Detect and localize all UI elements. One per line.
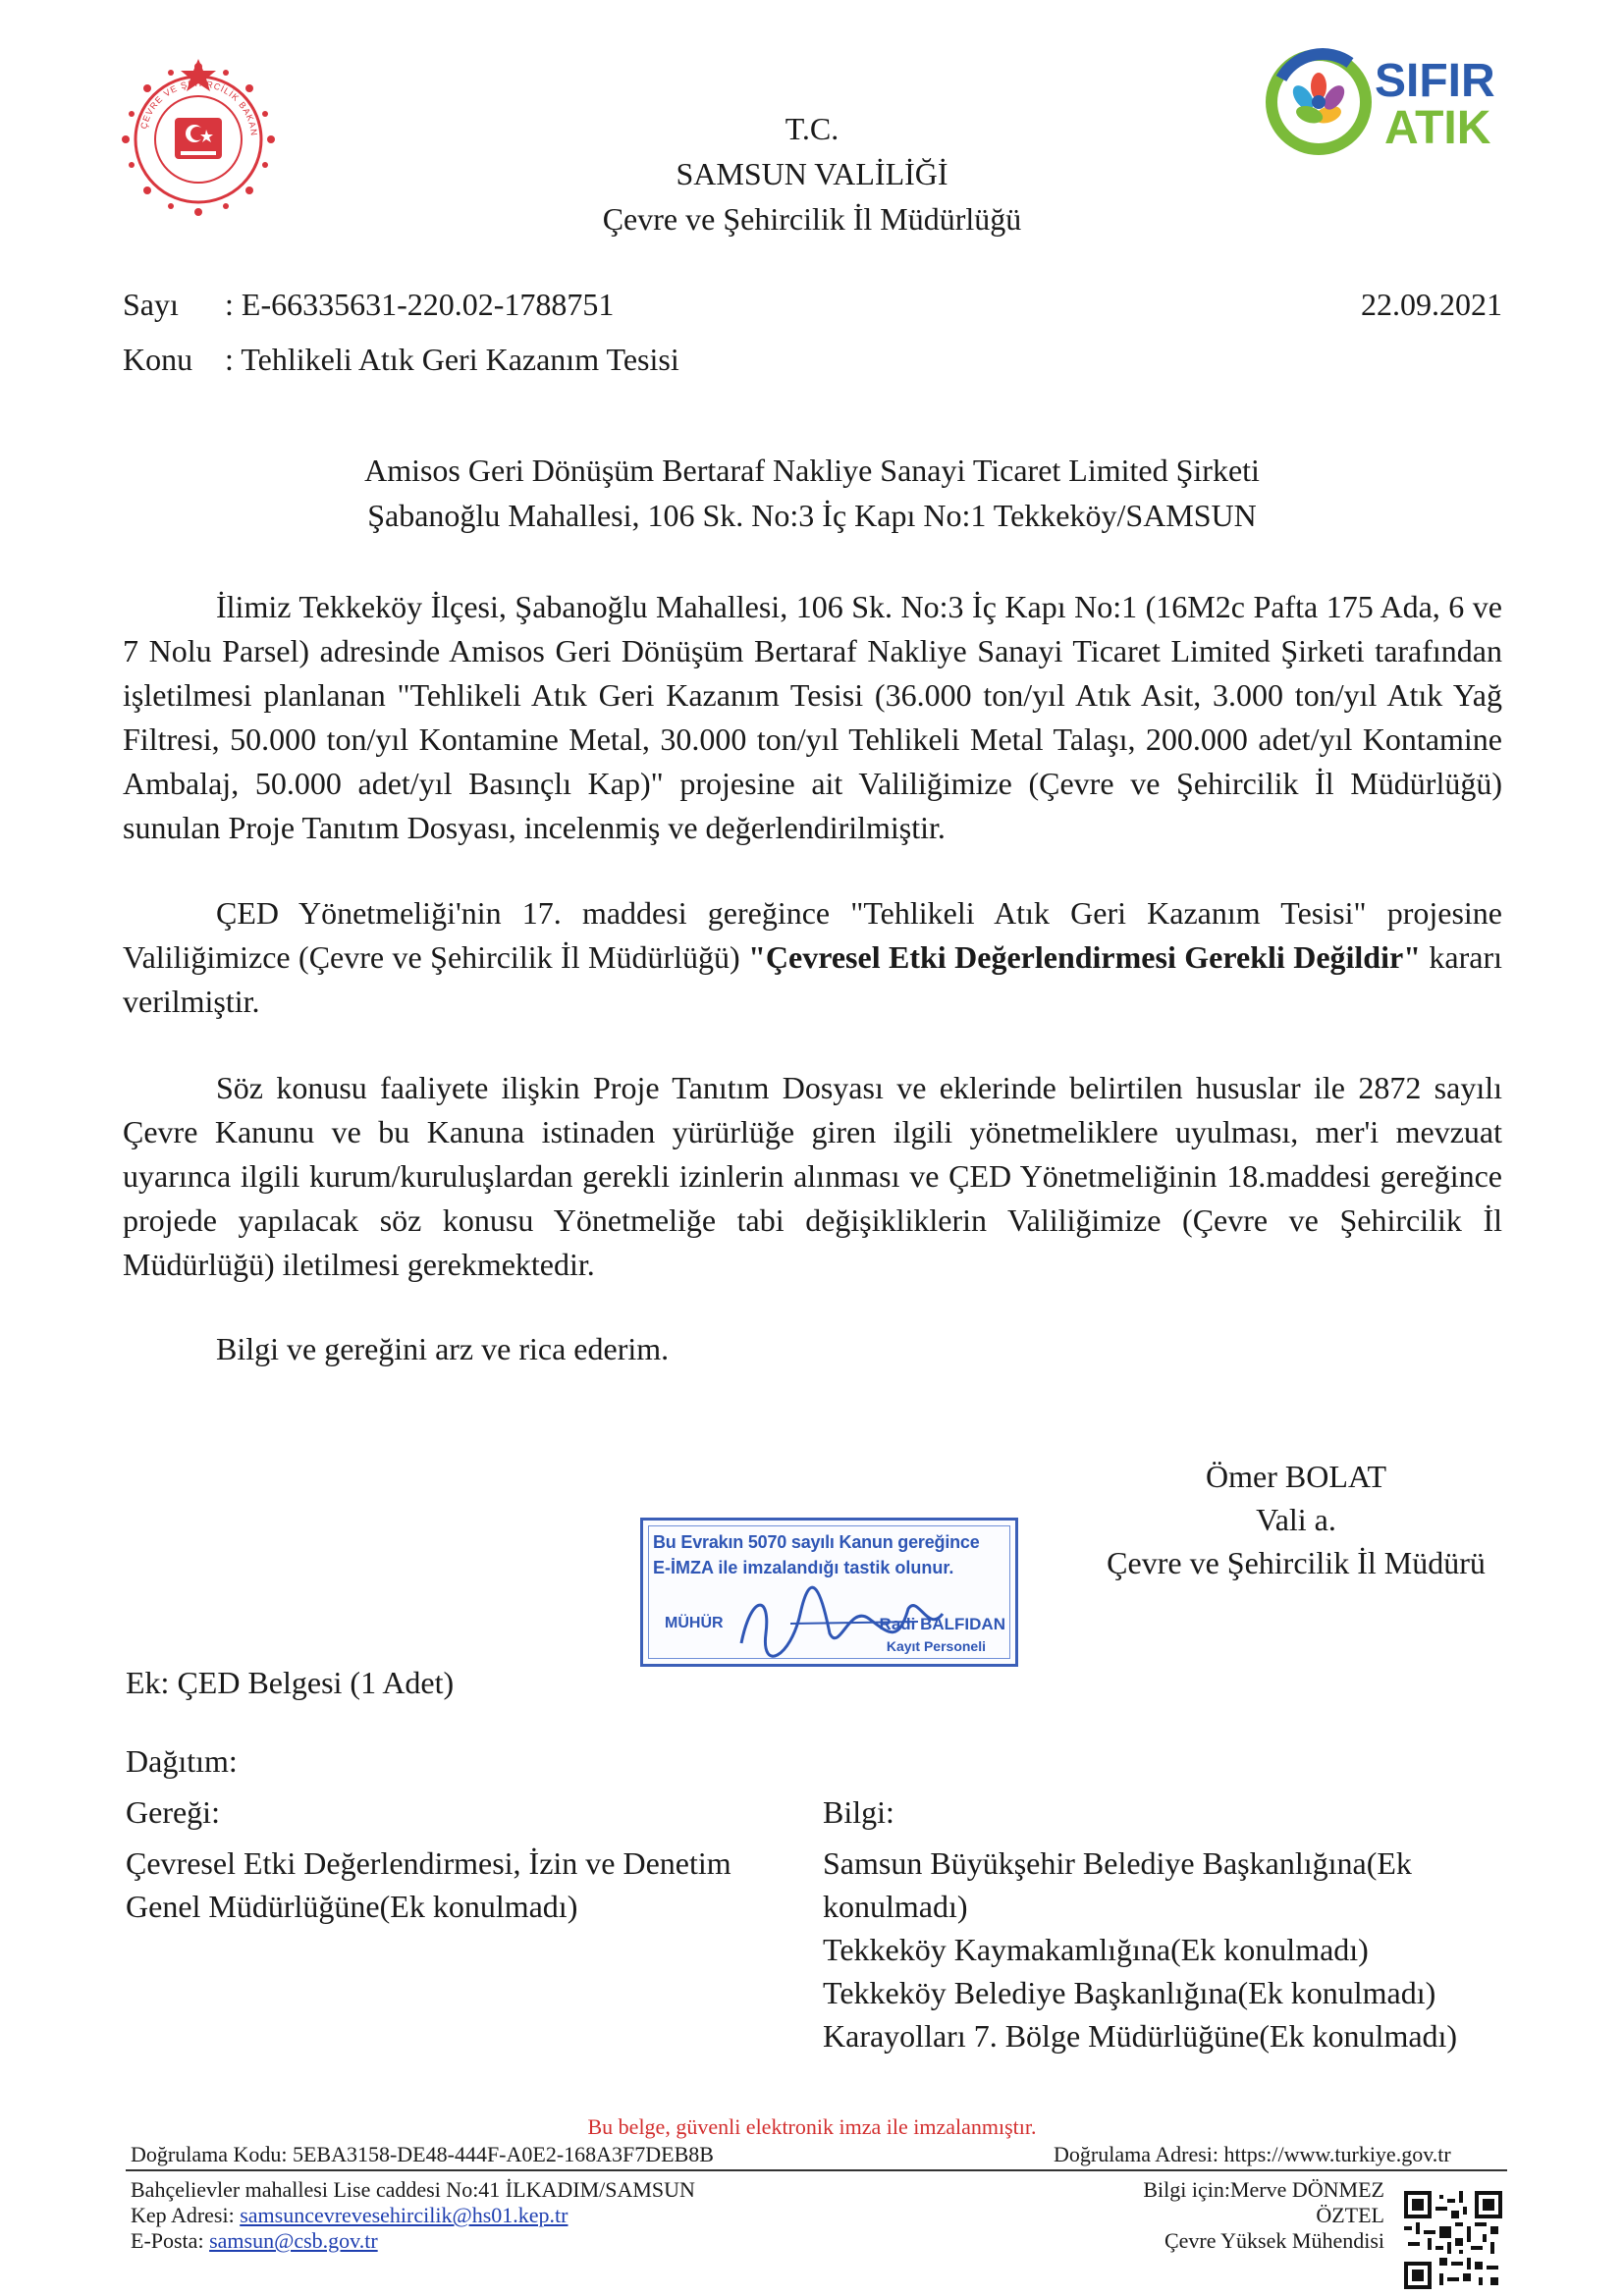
bilgi-item: Karayolları 7. Bölge Müdürlüğüne(Ek konulmadı) xyxy=(823,2018,1458,2054)
attachment-line: Ek: ÇED Belgesi (1 Adet) xyxy=(126,1665,455,1700)
paragraph-1: İlimiz Tekkeköy İlçesi, Şabanoğlu Mahallesi, 106 Sk. No:3 İç Kapı No:1 (16M2c Pafta 175 Ada, 6 ve 7 Nolu Parsel) adresinde Amisos Geri Dönüşüm Bertaraf Nakliye Sanayi Ticaret Limited Şirketi tarafından işletilmesi planlanan "Tehlikeli Atık Geri Kazanım Tesisi (36.000 ton/yıl Atık Asit, 3.000 ton/yıl Atık Yağ Filtresi, 50.000 ton/yıl Kontamine Metal, 30.000 ton/yıl Tehlikeli Metal Talaşı, 200.000 adet/yıl Kontamine Ambalaj, 50.000 adet/yıl Basınçlı Kap)" projesine ait Valiliğimize (Çevre ve Şehircilik İl Müdürlüğü) sunulan Proje Tanıtım Dosyası, incelenmiş ve değerlendirilmiştir. xyxy=(123,589,1502,845)
paragraph-2 xyxy=(123,891,1502,1024)
bilgi-list xyxy=(823,1842,1457,2057)
footer-divider xyxy=(126,2169,1507,2171)
verify-code: Doğrulama Kodu: 5EBA3158-DE48-444F-A0E2-168A3F7DEB8B xyxy=(131,2142,714,2166)
kep-row xyxy=(131,2203,568,2228)
bilgi-item: konulmadı) xyxy=(823,1889,968,1924)
bilgi-item: Samsun Büyükşehir Belediye Başkanlığına(Ek xyxy=(823,1845,1412,1881)
stamp-line-1: Bu Evrakın 5070 sayılı Kanun gereğince xyxy=(653,1532,980,1552)
document-date: 22.09.2021 xyxy=(1361,287,1502,322)
contact-title: Çevre Yüksek Mühendisi xyxy=(1164,2228,1384,2253)
bilgi-item: Tekkeköy Belediye Başkanlığına(Ek konulmadı) xyxy=(823,1975,1436,2010)
konu-label: Konu xyxy=(123,342,193,377)
signer-title-2: Çevre ve Şehircilik İl Müdürü xyxy=(1107,1545,1486,1580)
bilgi-label: Bilgi: xyxy=(823,1794,894,1830)
geregi-item: Genel Müdürlüğüne(Ek konulmadı) xyxy=(126,1889,578,1924)
esign-note: Bu belge, güvenli elektronik imza ile imzalanmıştır. xyxy=(587,2114,1037,2139)
svg-text:ÇEVRE VE ŞEHİRCİLİK BAKANLIĞI: ÇEVRE VE ŞEHİRCİLİK BAKAN xyxy=(138,78,259,137)
stamp-line-2: E-İMZA ile imzalandığı tastik olunur. xyxy=(653,1558,954,1577)
office-address: Bahçelievler mahallesi Lise caddesi No:41 İLKADIM/SAMSUN xyxy=(131,2177,695,2202)
qr-code-icon xyxy=(1404,2191,1502,2289)
header-mudurluk: Çevre ve Şehircilik İl Müdürlüğü xyxy=(602,201,1022,237)
signer-title-1: Vali a. xyxy=(1256,1502,1336,1537)
header-valilik: SAMSUN VALİLİĞİ xyxy=(676,156,948,191)
konu-value: : Tehlikeli Atık Geri Kazanım Tesisi xyxy=(225,342,679,377)
email-label: E-Posta: xyxy=(131,2228,210,2253)
kep-link[interactable]: samsuncevrevesehircilik@hs01.kep.tr xyxy=(240,2203,568,2227)
email-link[interactable]: samsun@csb.gov.tr xyxy=(209,2228,378,2253)
header-tc: T.C. xyxy=(785,111,839,146)
paragraph-4: Bilgi ve gereğini arz ve rica ederim. xyxy=(216,1331,670,1366)
recipient-address: Şabanoğlu Mahallesi, 106 Sk. No:3 İç Kapı No:1 Tekkeköy/SAMSUN xyxy=(367,498,1257,533)
recipient-name: Amisos Geri Dönüşüm Bertaraf Nakliye Sanayi Ticaret Limited Şirketi xyxy=(364,453,1260,488)
signer-name: Ömer BOLAT xyxy=(1206,1459,1386,1494)
contact-surname: ÖZTEL xyxy=(1316,2203,1384,2227)
signature-block xyxy=(1065,1455,1527,1584)
document-header xyxy=(0,106,1624,241)
distribution-title: Dağıtım: xyxy=(126,1743,238,1779)
geregi-item: Çevresel Etki Değerlendirmesi, İzin ve Denetim xyxy=(126,1845,731,1881)
sayi-value: : E-66335631-220.02-1788751 xyxy=(225,287,615,322)
sayi-row xyxy=(123,287,614,323)
email-row xyxy=(131,2228,378,2254)
sayi-label: Sayı xyxy=(123,287,179,322)
recipient-block xyxy=(0,448,1624,538)
stamp-role: Kayıt Personeli xyxy=(886,1638,986,1654)
paragraph-3: Söz konusu faaliyete ilişkin Proje Tanıtım Dosyası ve eklerinde belirtilen hususlar ile 2872 sayılı Çevre Kanunu ve bu Kanuna istinaden yürürlüğe giren ilgili yönetmeliklere uyulması, mer'i mevzuat uyarınca ilgili kurum/kuruluşlardan gerekli izinlerin alınması ve ÇED Yönetmeliğinin 18.maddesi gereğince projede yapılacak söz konusu Yönetmeliğe tabi değişikliklerin Valiliğimize (Çevre ve Şehircilik İl Müdürlüğü) iletilmesi gerekmektedir. xyxy=(123,1070,1502,1282)
paragraph-2-decision: "Çevresel Etki Değerlendirmesi Gerekli Değildir" xyxy=(748,939,1421,975)
paragraph-2-text-a: ÇED Yönetmeliği'nin 17. maddesi gereğince "Tehlikeli Atık Geri Kazanım Tesisi" projesine Valiliğimizce (Çevre ve Şehircilik İl Müdürlüğü) xyxy=(123,895,1502,975)
contact-block xyxy=(982,2177,1384,2254)
konu-row xyxy=(123,342,679,378)
e-signature-stamp xyxy=(640,1518,1018,1667)
sifir-text: SIFIR xyxy=(1375,55,1495,107)
stamp-muhur: MÜHÜR xyxy=(665,1615,724,1631)
verify-address: Doğrulama Adresi: https://www.turkiye.gov.tr xyxy=(1054,2142,1451,2166)
geregi-list xyxy=(126,1842,731,1928)
geregi-label: Gereği: xyxy=(126,1794,220,1830)
atik-text: ATIK xyxy=(1384,102,1491,154)
bilgi-item: Tekkeköy Kaymakamlığına(Ek konulmadı) xyxy=(823,1932,1369,1967)
paragraph-2-text-b: kararı verilmiştir. xyxy=(123,939,1503,1019)
kep-label: Kep Adresi: xyxy=(131,2203,241,2227)
stamp-person: Radi BALFIDAN xyxy=(879,1615,1005,1633)
contact-name: Bilgi için:Merve DÖNMEZ xyxy=(1143,2177,1384,2202)
